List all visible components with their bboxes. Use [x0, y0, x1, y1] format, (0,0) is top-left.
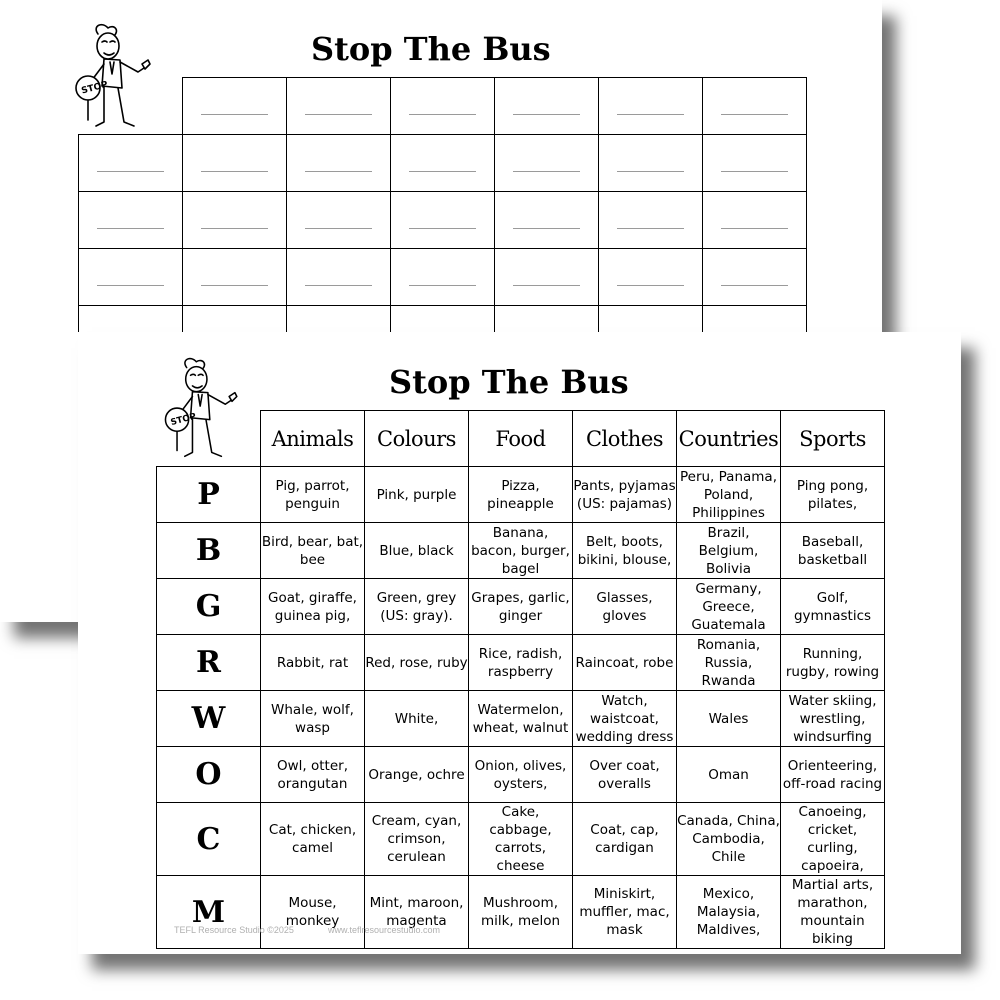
column-header: Sports	[781, 411, 885, 467]
table-row	[157, 876, 885, 949]
answer-cell: Mouse, monkey	[261, 876, 365, 949]
answer-cell: Brazil, Belgium, Bolivia	[677, 523, 781, 579]
blank-cell	[287, 192, 391, 249]
answer-cell: Pizza, pineapple	[469, 467, 573, 523]
row-letter: C	[157, 803, 261, 876]
answer-cell: Watermelon, wheat, walnut	[469, 691, 573, 747]
answer-cell: Canada, China, Cambodia, Chile	[677, 803, 781, 876]
header-row	[157, 411, 885, 467]
answer-table	[156, 410, 885, 949]
blank-cell	[599, 192, 703, 249]
blank-cell	[599, 78, 703, 135]
answer-cell: Belt, boots, bikini, blouse,	[573, 523, 677, 579]
blank-cell	[703, 135, 807, 192]
blank-cell	[79, 135, 183, 192]
answer-cell: Goat, giraffe, guinea pig,	[261, 579, 365, 635]
svg-text:STOP: STOP	[80, 79, 110, 97]
blank-cell	[495, 78, 599, 135]
answer-cell: Whale, wolf, wasp	[261, 691, 365, 747]
answer-cell: Romania, Russia, Rwanda	[677, 635, 781, 691]
blank-cell	[183, 135, 287, 192]
answer-cell: Cream, cyan, crimson, cerulean	[365, 803, 469, 876]
answer-cell: Blue, black	[365, 523, 469, 579]
table-row	[79, 135, 807, 192]
answer-cell: Mexico, Malaysia, Maldives,	[677, 876, 781, 949]
answer-cell: Peru, Panama, Poland, Philippines	[677, 467, 781, 523]
answer-cell: Cat, chicken, camel	[261, 803, 365, 876]
answer-cell: Baseball, basketball	[781, 523, 885, 579]
blank-cell	[391, 249, 495, 306]
answer-cell: Owl, otter, orangutan	[261, 747, 365, 803]
answer-cell: Orienteering, off-road racing	[781, 747, 885, 803]
answer-cell: Coat, cap, cardigan	[573, 803, 677, 876]
answer-cell: Rice, radish, raspberry	[469, 635, 573, 691]
row-letter: O	[157, 747, 261, 803]
answer-cell: Water skiing, wrestling, windsurfing	[781, 691, 885, 747]
answer-cell: Rabbit, rat	[261, 635, 365, 691]
blank-grid	[78, 77, 807, 363]
answer-cell: Red, rose, ruby	[365, 635, 469, 691]
blank-cell	[703, 249, 807, 306]
worksheet-title: Stop The Bus	[389, 363, 629, 401]
header-row	[79, 78, 807, 135]
answer-cell: Bird, bear, bat, bee	[261, 523, 365, 579]
row-letter: M	[157, 876, 261, 949]
copyright-footer: TEFL Resource Studio ©2025	[174, 925, 294, 935]
blank-cell	[287, 135, 391, 192]
answer-cell: Mint, maroon, magenta	[365, 876, 469, 949]
answer-cell: Glasses, gloves	[573, 579, 677, 635]
answer-cell: Mushroom, milk, melon	[469, 876, 573, 949]
answer-cell: Orange, ochre	[365, 747, 469, 803]
worksheet-title: Stop The Bus	[311, 30, 551, 68]
blank-cell	[599, 249, 703, 306]
answer-cell: Martial arts, marathon, mountain biking	[781, 876, 885, 949]
blank-cell	[183, 249, 287, 306]
answer-cell: White,	[365, 691, 469, 747]
column-header: Countries	[677, 411, 781, 467]
answer-cell: Germany, Greece, Guatemala	[677, 579, 781, 635]
answer-cell: Cake, cabbage, carrots, cheese	[469, 803, 573, 876]
column-header: Clothes	[573, 411, 677, 467]
answer-cell: Ping pong, pilates,	[781, 467, 885, 523]
answer-cell: Wales	[677, 691, 781, 747]
row-letter: W	[157, 691, 261, 747]
table-row	[157, 747, 885, 803]
blank-cell	[287, 78, 391, 135]
blank-cell	[183, 192, 287, 249]
blank-cell	[287, 249, 391, 306]
answer-cell: Running, rugby, rowing	[781, 635, 885, 691]
answer-cell: Watch, waistcoat, wedding dress	[573, 691, 677, 747]
blank-cell	[391, 78, 495, 135]
answer-cell: Green, grey (US: gray).	[365, 579, 469, 635]
corner-cell	[157, 411, 261, 467]
answer-cell: Onion, olives, oysters,	[469, 747, 573, 803]
answer-cell: Pig, parrot, penguin	[261, 467, 365, 523]
blank-cell	[599, 135, 703, 192]
svg-text:STOP: STOP	[169, 411, 198, 429]
row-letter: R	[157, 635, 261, 691]
website-footer: www.teflresourcestudio.com	[328, 925, 441, 935]
table-row	[79, 249, 807, 306]
blank-cell	[703, 192, 807, 249]
answer-cell: Canoeing, cricket, curling, capoeira,	[781, 803, 885, 876]
blank-cell	[79, 249, 183, 306]
table-row	[157, 467, 885, 523]
table-row	[157, 803, 885, 876]
row-letter: B	[157, 523, 261, 579]
table-row	[157, 691, 885, 747]
answer-cell: Golf, gymnastics	[781, 579, 885, 635]
row-letter: P	[157, 467, 261, 523]
answer-cell: Over coat, overalls	[573, 747, 677, 803]
answer-cell: Oman	[677, 747, 781, 803]
answer-cell: Banana, bacon, burger, bagel	[469, 523, 573, 579]
blank-cell	[79, 192, 183, 249]
table-row	[79, 192, 807, 249]
answer-cell: Grapes, garlic, ginger	[469, 579, 573, 635]
blank-cell	[495, 135, 599, 192]
answer-cell: Pants, pyjamas (US: pajamas)	[573, 467, 677, 523]
blank-cell	[391, 135, 495, 192]
table-row	[157, 579, 885, 635]
table-row	[157, 523, 885, 579]
blank-cell	[391, 192, 495, 249]
column-header: Food	[469, 411, 573, 467]
corner-cell	[79, 78, 183, 135]
blank-cell	[495, 249, 599, 306]
table-row	[157, 635, 885, 691]
row-letter: G	[157, 579, 261, 635]
blank-cell	[495, 192, 599, 249]
answer-key-worksheet	[78, 332, 961, 954]
column-header: Colours	[365, 411, 469, 467]
answer-cell: Raincoat, robe	[573, 635, 677, 691]
answer-cell: Pink, purple	[365, 467, 469, 523]
blank-cell	[183, 78, 287, 135]
blank-cell	[703, 78, 807, 135]
column-header: Animals	[261, 411, 365, 467]
answer-cell: Miniskirt, muffler, mac, mask	[573, 876, 677, 949]
